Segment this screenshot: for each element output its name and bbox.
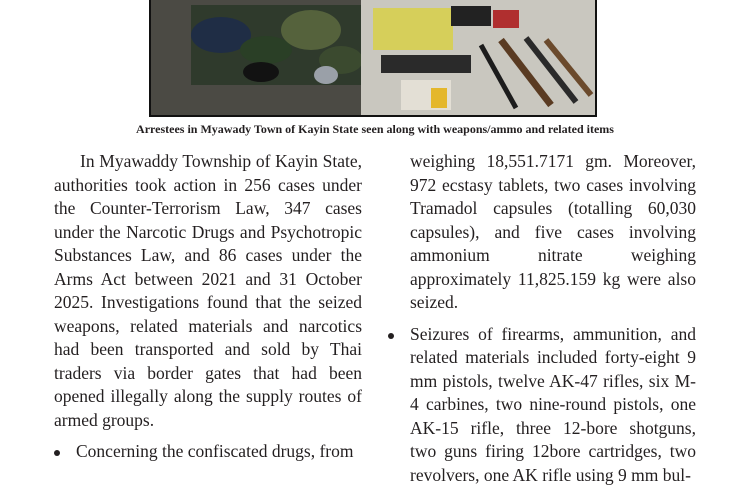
bullet-icon [388,333,394,339]
bullet-item [410,323,696,487]
article-paragraph-continued: weighing 18,551.7171 gm. Moreover, 972 ecstasy tablets, two cases involving Tramadol capsules (totalling 60,030 capsules), and five cases involving ammonium nitrate weighing approximately 11,825.159 kg were also seized. [410,150,696,315]
photo-caption: Arrestees in Myawady Town of Kayin State seen along with weapons/ammo and related items [0,122,750,137]
bullet-text: Seizures of firearms, ammunition, and related materials included forty-eight 9 mm pistols, twelve AK-47 rifles, six M-4 carbines, two nine-round pistols, one AK-15 rifle, three 12-bore shotguns, two guns firing 12bore cartridges, two revolvers, one AK rifle using 9 mm bul- [410,324,696,485]
bullet-icon [54,450,60,456]
photo-illustration [151,0,597,117]
article-paragraph: In Myawaddy Township of Kayin State, authorities took action in 256 cases under the Counter-Terrorism Law, 347 cases under the Narcotic Drugs and Psychotropic Substances Law, and 86 cases under the Arms Act between 2021 and 31 October 2025. Investigations found that the seized weapons, related materials and narcotics had been transported and sold by Thai traders via border gates that had been opened illegally along the supply routes of armed groups. [54,150,362,432]
article-right-column [410,150,696,487]
article-left-column [54,150,362,464]
seized-items-photo [149,0,597,117]
bullet-text: Concerning the confiscated drugs, from [76,441,354,461]
